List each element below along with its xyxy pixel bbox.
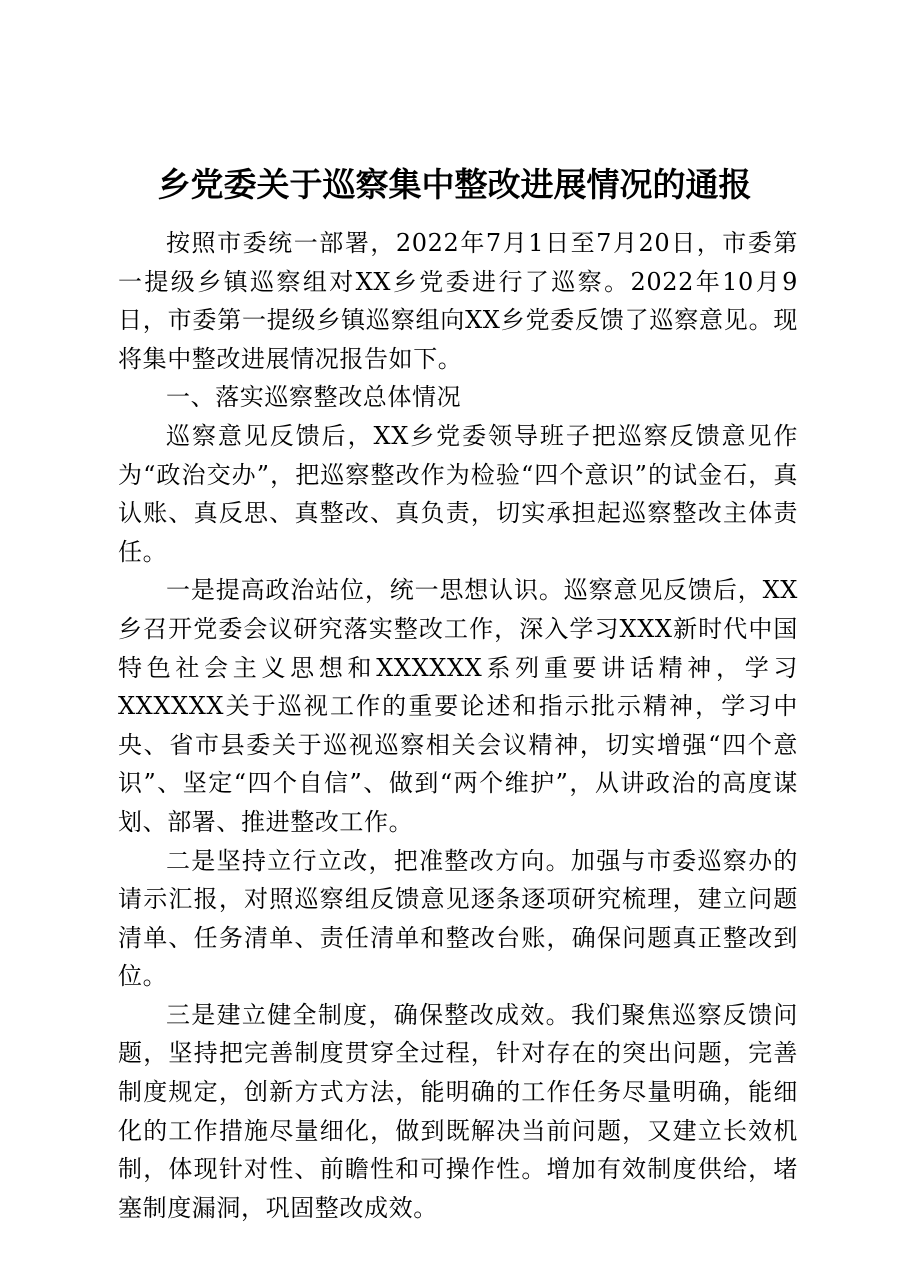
document-title: 乡党委关于巡察集中整改进展情况的通报 bbox=[157, 165, 752, 204]
paragraph-intro: 按照市委统一部署，2022年7月1日至7月20日，市委第一提级乡镇巡察组对XX乡党委进行了巡察。2022年10月9日，市委第一提级乡镇巡察组向XX乡党委反馈了巡察意见。现将集中整改进展情况报告如下。 bbox=[118, 229, 798, 373]
section-heading-1: 一、落实巡察整改总体情况 bbox=[166, 383, 462, 412]
paragraph-point-3: 三是建立健全制度，确保整改成效。我们聚焦巡察反馈问题，坚持把完善制度贯穿全过程，针对存在的突出问题，完善制度规定，创新方式方法，能明确的工作任务尽量明确，能细化的工作措施尽量细化，做到既解决当前问题，又建立长效机制，体现针对性、前瞻性和可操作性。增加有效制度供给，堵塞制度漏洞，巩固整改成效。 bbox=[118, 1000, 798, 1222]
paragraph-overview: 巡察意见反馈后，XX乡党委领导班子把巡察反馈意见作为“政治交办”，把巡察整改作为检验“四个意识”的试金石，真认账、真反思、真整改、真负责，切实承担起巡察整改主体责任。 bbox=[118, 421, 798, 566]
paragraph-point-2: 二是坚持立行立改，把准整改方向。加强与市委巡察办的请示汇报，对照巡察组反馈意见逐条逐项研究梳理，建立问题清单、任务清单、责任清单和整改台账，确保问题真正整改到位。 bbox=[118, 846, 798, 991]
paragraph-point-1: 一是提高政治站位，统一思想认识。巡察意见反馈后，XX乡召开党委会议研究落实整改工作，深入学习XXX新时代中国特色社会主义思想和XXXXXX系列重要讲话精神，学习XXXXXX关于巡视工作的重要论述和指示批示精神，学习中央、省市县委关于巡视巡察相关会议精神，切实增强“四个意识”、坚定“四个自信”、做到“两个维护”，从讲政治的高度谋划、部署、推进整改工作。 bbox=[118, 576, 798, 836]
document-body bbox=[118, 224, 798, 1227]
